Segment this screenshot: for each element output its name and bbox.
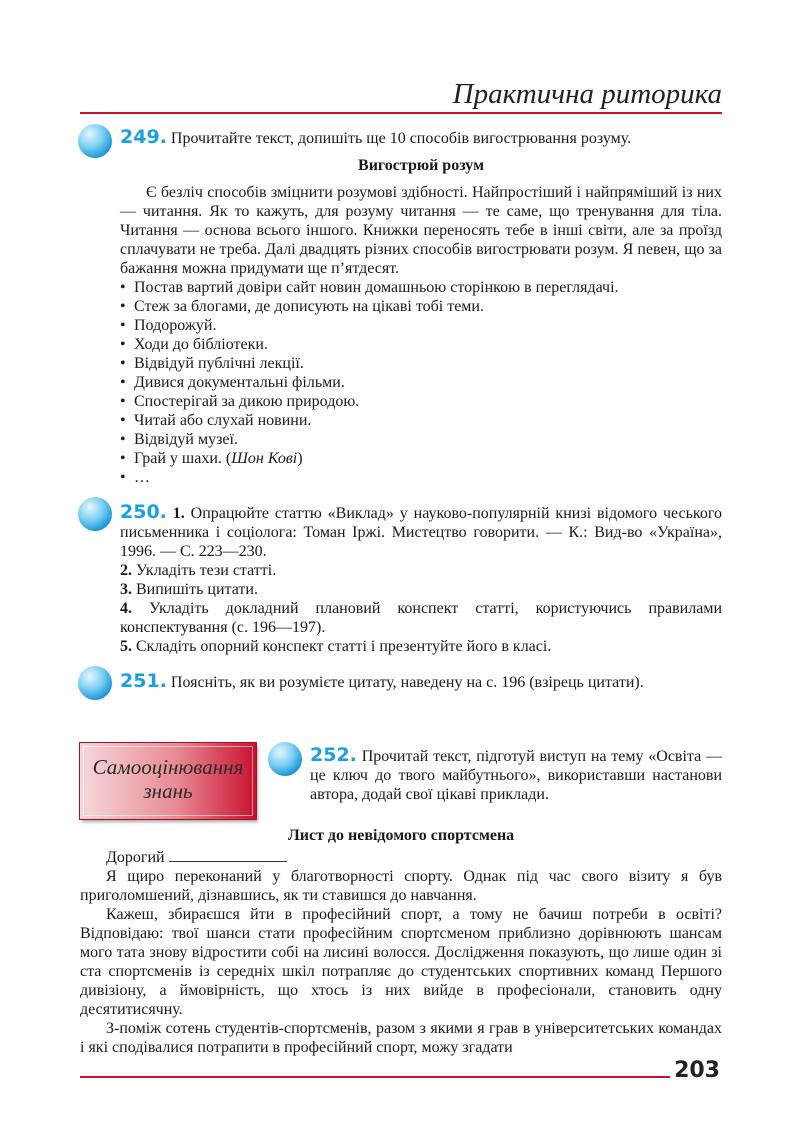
task-marker-icon [268, 742, 302, 776]
task-marker-icon [78, 666, 112, 700]
task-250 [120, 503, 722, 656]
list-item: • Відвідуй музеї. [120, 430, 722, 449]
quote-author: Шон Кові [231, 450, 298, 467]
task-250-item-3: 3. Випишіть цитати. [120, 581, 258, 598]
letter-paragraph: Кажеш, збираєшся йти в професійний спорт, а тому не бачиш потреби в освіті? Відповідаю: твої шанси стати професійним спортсменом приблизно дорівнюють шансам мого тата знову відростити собі на лисині волосся. Дослідження показують, що лише один зі ста спортсменів із середніх шкіл потрапляє до студентських спортивних команд Першого дивізіону, а ймовірність, що хтось із них вийде в професіонали, становить одну десятитисячну. [80, 906, 722, 1018]
task-250-item-4: 4. Укладіть докладний плановий конспект статті, користуючись правилами конспектування (с. 196—197). [120, 600, 723, 636]
list-item: • … [120, 468, 722, 487]
letter-paragraph: Я щиро переконаний у благотворності спорту. Однак під час свого візиту я був приголомшений, дізнавшись, як ти ставишся до навчання. [80, 868, 722, 904]
list-item: • Постав вартий довіри сайт новин домашньою сторінкою в переглядачі. [120, 278, 722, 297]
list-item: • Дивися документальні фільми. [120, 373, 722, 392]
letter-greeting: Дорогий [80, 847, 722, 867]
running-header-title: Практична риторика [452, 78, 722, 110]
list-item: • Читай або слухай новини. [120, 411, 722, 430]
list-item: • Подорожуй. [120, 316, 722, 335]
task-number: 249. [120, 126, 167, 148]
task-number: 252. [310, 744, 357, 766]
task-marker-icon [78, 497, 112, 531]
self-assessment-banner [80, 743, 256, 819]
list-item: • Грай у шахи. (Шон Кові) [120, 449, 722, 468]
task-250-item-1: 250. 1. Опрацюйте статтю «Виклад» у науково-популярній книзі відомого чеського письменника і соціолога: Томан Іржі. Мистецтво говорити. — К.: Вид-во «Україна», 1996. — С. 223—230. [120, 501, 723, 560]
letter-paragraph: З-поміж сотень студентів-спортсменів, разом з якими я грав в університетських командах і які сподівалися потрапити в професійний спорт, можу згадати [80, 1020, 722, 1056]
task-249-instruction: 249. Прочитайте текст, допишіть ще 10 способів вигострювання розуму. [120, 126, 632, 148]
task-252-instruction: 252. Прочитай текст, підготуй виступ на тему «Освіта — це ключ до твого майбутнього», використавши настанови автора, додай свої цікаві приклади. [310, 744, 723, 803]
list-item: • Стеж за блогами, де дописують на цікаві тобі теми. [120, 297, 722, 316]
list-item: • Відвідуй публічні лекції. [120, 354, 722, 373]
tips-list [120, 278, 722, 487]
page-number: 203 [674, 1058, 720, 1083]
footer-rule [80, 1076, 670, 1078]
task-251-instruction: 251. Поясніть, як ви розумієте цитату, наведену на с. 196 (взірець цитати). [120, 670, 644, 692]
letter-text [80, 826, 722, 1057]
text-paragraph: Є безліч способів зміцнити розумові здібності. Найпростіший і найпряміший із них — читання. Як то кажуть, для розуму читання — те саме, що тренування для тіла. Читання — основа всього іншого. Книжки переносять тебе в інші світи, але за проїзд сплачувати не треба. Далі двадцять різних способів вигострювати розум. Я певен, що за бажання можна придумати ще п’ятдесят. [120, 184, 722, 277]
list-item: • Спостерігай за дикою природою. [120, 392, 722, 411]
banner-line-1: Самооцінювання [92, 755, 244, 779]
list-item: • Ходи до бібліотеки. [120, 335, 722, 354]
banner-line-2: знань [143, 779, 193, 803]
name-blank-line [169, 847, 287, 862]
task-number: 250. [120, 501, 167, 523]
task-marker-icon [78, 124, 112, 158]
task-249 [120, 128, 722, 487]
task-250-item-2: 2. Укладіть тези статті. [120, 562, 277, 579]
text-title: Вигострюй розум [358, 157, 484, 174]
task-250-item-5: 5. Складіть опорний конспект статті і презентуйте його в класі. [120, 638, 552, 655]
task-number: 251. [120, 670, 167, 692]
task-252 [310, 746, 722, 804]
letter-title: Лист до невідомого спортсмена [287, 827, 515, 844]
task-251 [120, 672, 722, 692]
main-content [120, 128, 722, 692]
header-rule [80, 112, 722, 114]
